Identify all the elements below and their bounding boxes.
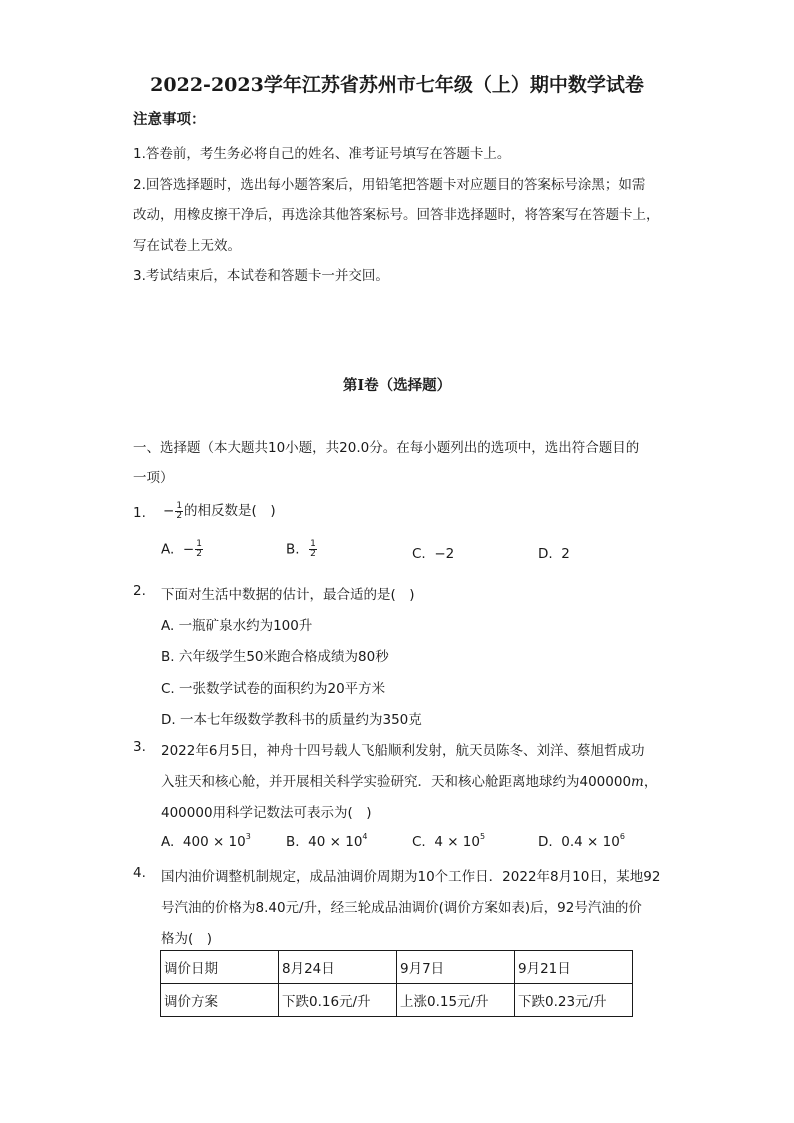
option-2b: B. 六年级学生50米跑合格成绩为80秒 xyxy=(161,649,389,665)
option-3d: D. $0.4 \times 10^6$ xyxy=(538,832,625,850)
option-2a: A. 一瓶矿泉水约为100升 xyxy=(161,618,313,634)
table-cell: 9月7日 xyxy=(397,951,515,984)
notice-line-3: 改动，用橡皮擦干净后，再选涂其他答案标号。回答非选择题时，将答案写在答题卡上， xyxy=(133,207,660,223)
table-cell: 9月21日 xyxy=(515,951,633,984)
option-1a: A. − $\frac{1}{2}$ xyxy=(161,539,202,559)
question-3-line-1: 2022年6月5日，神舟十四号载人飞船顺利发射，航天员陈冬、刘洋、蔡旭哲成功 xyxy=(161,743,645,759)
notice-heading: 注意事项： xyxy=(133,112,206,128)
table-row xyxy=(161,951,633,984)
price-adjustment-table xyxy=(160,950,633,1017)
table-cell: 8月24日 xyxy=(279,951,397,984)
question-number-1: 1. xyxy=(133,505,146,521)
question-1-stem xyxy=(163,499,276,521)
unit-m: m xyxy=(631,774,644,790)
notice-line-5: 3.考试结束后，本试卷和答题卡一并交回。 xyxy=(133,268,389,284)
question-number-2: 2. xyxy=(133,583,146,599)
option-1d: D. 2 xyxy=(538,546,570,562)
fraction: $\frac{1}{2}$ xyxy=(176,500,183,521)
option-3c: C. $4 \times 10^5$ xyxy=(412,832,486,850)
option-3b: B. $40 \times 10^4$ xyxy=(286,832,368,850)
table-cell: 调价日期 xyxy=(161,951,279,984)
notice-line-4: 写在试卷上无效。 xyxy=(133,238,241,254)
minus-sign: − xyxy=(163,503,175,519)
question-number-3: 3. xyxy=(133,739,146,755)
question-1-stem-text: 的相反数是( ) xyxy=(184,503,276,519)
option-2d: D. 一本七年级数学教科书的质量约为350克 xyxy=(161,712,422,728)
part-heading-line-2: 一项） xyxy=(133,470,174,486)
section-title: 第I卷（选择题） xyxy=(342,377,452,394)
question-3-line-2: 入驻天和核心舱，并开展相关科学实验研究．天和核心舱距离地球约为400000m， xyxy=(161,774,658,790)
notice-line-1: 1.答卷前，考生务必将自己的姓名、准考证号填写在答题卡上。 xyxy=(133,146,511,162)
question-4-line-2: 号汽油的价格为8.40元/升，经三轮成品油调价(调价方案如表)后，92号汽油的价 xyxy=(161,900,642,916)
table-row xyxy=(161,984,633,1017)
table-cell: 上涨0.15元/升 xyxy=(397,984,515,1017)
option-3a: A. $400 \times 10^3$ xyxy=(161,832,251,850)
option-1b: B. $\frac{1}{2}$ xyxy=(286,539,316,559)
notice-line-2: 2.回答选择题时，选出每小题答案后，用铅笔把答题卡对应题目的答案标号涂黑；如需 xyxy=(133,177,646,193)
question-3-line-3: 400000用科学记数法可表示为( ) xyxy=(161,805,372,821)
question-4-line-1: 国内油价调整机制规定，成品油调价周期为10个工作日．2022年8月10日，某地92 xyxy=(161,869,661,885)
table-cell: 下跌0.16元/升 xyxy=(279,984,397,1017)
table-cell: 下跌0.23元/升 xyxy=(515,984,633,1017)
exam-title: 2022-2023学年江苏省苏州市七年级（上）期中数学试卷 xyxy=(150,74,644,96)
option-2c: C. 一张数学试卷的面积约为20平方米 xyxy=(161,681,386,697)
part-heading-line-1: 一、选择题（本大题共10小题，共20.0分。在每小题列出的选项中，选出符合题目的 xyxy=(133,440,640,456)
question-2-stem: 下面对生活中数据的估计，最合适的是( ) xyxy=(161,587,415,603)
table-cell: 调价方案 xyxy=(161,984,279,1017)
question-number-4: 4. xyxy=(133,865,146,881)
question-4-line-3: 格为( ) xyxy=(161,931,213,947)
option-1c: C. −2 xyxy=(412,546,455,562)
